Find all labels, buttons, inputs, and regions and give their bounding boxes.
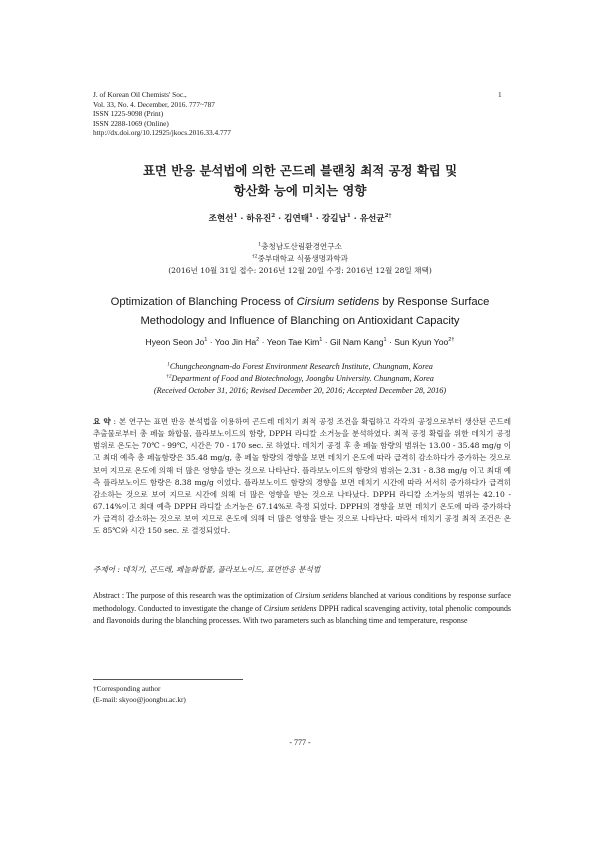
- footnote: [93, 684, 186, 705]
- journal-name: J. of Korean Oil Chemists' Soc.,: [93, 90, 187, 99]
- author-en-4-sup: 1: [383, 337, 387, 344]
- author-en-4: Gil Nam Kang: [330, 337, 384, 347]
- page-number-footer: - 777 -: [289, 738, 311, 747]
- author-ko-5: 유선균: [359, 214, 385, 224]
- abstract-korean-label: 요 약: [93, 417, 111, 426]
- affiliations-korean: [60, 241, 540, 276]
- issn-online: ISSN 2288-1069 (Online): [93, 118, 169, 128]
- author-en-5: Sun Kyun Yoo: [394, 337, 449, 347]
- author-en-2: Yoo Jin Ha: [214, 337, 257, 347]
- species-name: Cirsium setidens: [294, 591, 348, 600]
- affiliation-ko-2: [60, 253, 540, 265]
- affiliation-en-2-mark: †2: [166, 373, 172, 380]
- author-separator: ·: [322, 337, 331, 347]
- species-name: Cirsium setidens: [296, 296, 380, 308]
- title-korean-line2: 항산화 능에 미치는 영향: [233, 182, 367, 198]
- author-ko-4-sup: 1: [346, 213, 351, 220]
- abstract-english-text-3: DPPH radical scavenging activity, total phenolic compounds and flavonoids during the blanching processes. With two parameters such as blanching time and temperature, response: [93, 603, 511, 626]
- doi-link[interactable]: http://dx.doi.org/10.12925/jkocs.2016.33.4.777: [93, 128, 231, 138]
- affiliation-ko-1-mark: 1: [258, 241, 262, 248]
- authors-korean: [60, 212, 540, 224]
- dates-korean: (2016년 10월 31일 접수: 2016년 12월 20일 수정: 2016년 12월 28일 채택): [168, 265, 432, 275]
- issn-print: ISSN 1225-9098 (Print): [93, 109, 164, 119]
- title-korean: [60, 161, 540, 200]
- author-ko-1: 조현선: [208, 214, 234, 224]
- author-ko-2-sup: 2: [271, 213, 276, 220]
- affiliation-ko-2-text: 중부대학교 식품생명과학과: [257, 253, 349, 263]
- title-english-line2: Methodology and Influence of Blanching on Antioxidant Capacity: [140, 314, 460, 327]
- author-separator: ·: [386, 337, 395, 347]
- abstract-english-text-2: blanched at various conditions by response surface methodology. Conducted to investigate the change of: [93, 591, 512, 613]
- affiliations-english: [60, 361, 540, 396]
- footnote-divider: [93, 679, 243, 680]
- author-en-5-sup: 2†: [448, 337, 455, 344]
- affiliation-en-2: [60, 373, 540, 385]
- author-separator: ·: [207, 337, 215, 347]
- author-separator: ·: [275, 214, 285, 224]
- title-korean-line1: 표면 반응 분석법에 의한 곤드레 블랜칭 최적 공정 확립 및: [142, 163, 458, 178]
- author-en-2-sup: 2: [256, 337, 260, 344]
- corresponding-email[interactable]: (E-mail: skyoo@joongbu.ac.kr): [93, 694, 186, 704]
- abstract-english-text-1: : The purpose of this research was the optimization of: [119, 591, 295, 600]
- affiliation-ko-1-text: 충청남도산림환경연구소: [261, 242, 342, 251]
- author-ko-3-sup: 1: [309, 213, 313, 220]
- journal-volume: Vol. 33, No. 4. December, 2016. 777~787: [93, 99, 215, 109]
- author-en-1: Hyeon Seon Jo: [145, 337, 205, 347]
- keywords-korean: 주제어 : 데치기, 곤드레, 페놀화합물, 플라보노이드, 표면반응 분석법: [93, 565, 321, 574]
- title-english-line1: [60, 293, 540, 312]
- author-separator: ·: [259, 337, 267, 347]
- author-separator: ·: [312, 214, 322, 224]
- author-ko-4: 강길남: [321, 214, 347, 224]
- author-en-3: Yeon Tae Kim: [266, 337, 320, 347]
- abstract-english: [93, 590, 511, 628]
- journal-header: [93, 90, 231, 138]
- species-name: Cirsium setidens: [263, 603, 317, 613]
- authors-english: [60, 337, 540, 347]
- title-english-line1-pre: Optimization of Blanching Process of: [110, 296, 297, 308]
- author-ko-3: 김연태: [284, 214, 310, 224]
- author-ko-5-sup: 2†: [384, 213, 392, 220]
- dates-english: (Received October 31, 2016; Revised December 20, 2016; Accepted December 28, 2016): [153, 385, 447, 395]
- abstract-korean-text: : 본 연구는 표면 반응 분석법을 이용하여 곤드레 데치기 최적 공정 조건을 확립하고 각각의 공정으로부터 생산된 곤드레 추출물로부터 총 페놀 화합물, 플라보노이드의 함량, DPPH 라디칼 소거능을 분석하였다. 최적 공정 확립을 위한 데치기 공정 범위로 온도는 70℃ - 99℃, 시간은 70 - 170 sec. 로 하였다. 데치기 공정 후 총 페놀 함량의 범위는 13.00 - 35.48 mg/g 이고 최대 예측 총 페놀함량은 35.48 mg/g, 총 페놀 함량의 경향을 보면 데치기 온도에 따라 급격히 감소하다가 증가하는 것으로 보여 지므로 온도에 의해 더 많은 영향을 받는 것으로 나타난다. 플라보노이드의 함량의 범위는 2.31 - 8.38 mg/g 이고 최대 예측 플라보노이드 함량은 8.38 mg/g 이었다. 플라보노이드 함량의 경향을 보면 데치기 시간에 따라 서서히 증가하다가 급격히 감소하는 것으로 보여 지므로 시간에 의해 더 많은 영향을 받는 것으로 나타났다. DPPH 라디칼 소거능의 범위는 42.10 - 67.14%이고 최대 예측 DPPH 라디칼 소거능은 67.14%로 측정 되었다. DPPH의 경향을 보면 데치기 온도에 따라 증가하다가 급격히 감소하는 것으로 보여 지므로 온도에 의해 더 많은 영향을 받는 것으로 나타난다. 따라서 데치기 공정 최적 조건은 온도 85℃와 시간 150 sec. 로 결정되었다.: [93, 417, 511, 536]
- affiliation-ko-1: [60, 241, 540, 253]
- corresponding-author: †Corresponding author: [93, 684, 161, 693]
- affiliation-en-1-mark: 1: [167, 361, 170, 368]
- author-en-1-sup: 1: [204, 337, 208, 344]
- abstract-english-label: Abstract: [93, 591, 120, 600]
- page-number-top: 1: [498, 90, 502, 99]
- title-english: [60, 293, 540, 330]
- affiliation-en-1: [60, 361, 540, 373]
- title-english-line1-post: by Response Surface: [379, 296, 490, 308]
- author-en-3-sup: 1: [319, 337, 323, 344]
- abstract-korean: [93, 416, 511, 538]
- affiliation-ko-2-mark: †2: [251, 253, 258, 260]
- affiliation-en-1-text: Chungcheongnam-do Forest Environment Research Institute, Chungnam, Korea: [169, 362, 433, 371]
- author-separator: ·: [237, 214, 247, 224]
- author-ko-2: 하유진: [246, 214, 272, 224]
- author-ko-1-sup: 1: [233, 213, 238, 220]
- author-separator: ·: [350, 214, 360, 224]
- affiliation-en-2-text: Department of Food and Biotechnology, Joongbu University. Chungnam, Korea: [171, 373, 434, 383]
